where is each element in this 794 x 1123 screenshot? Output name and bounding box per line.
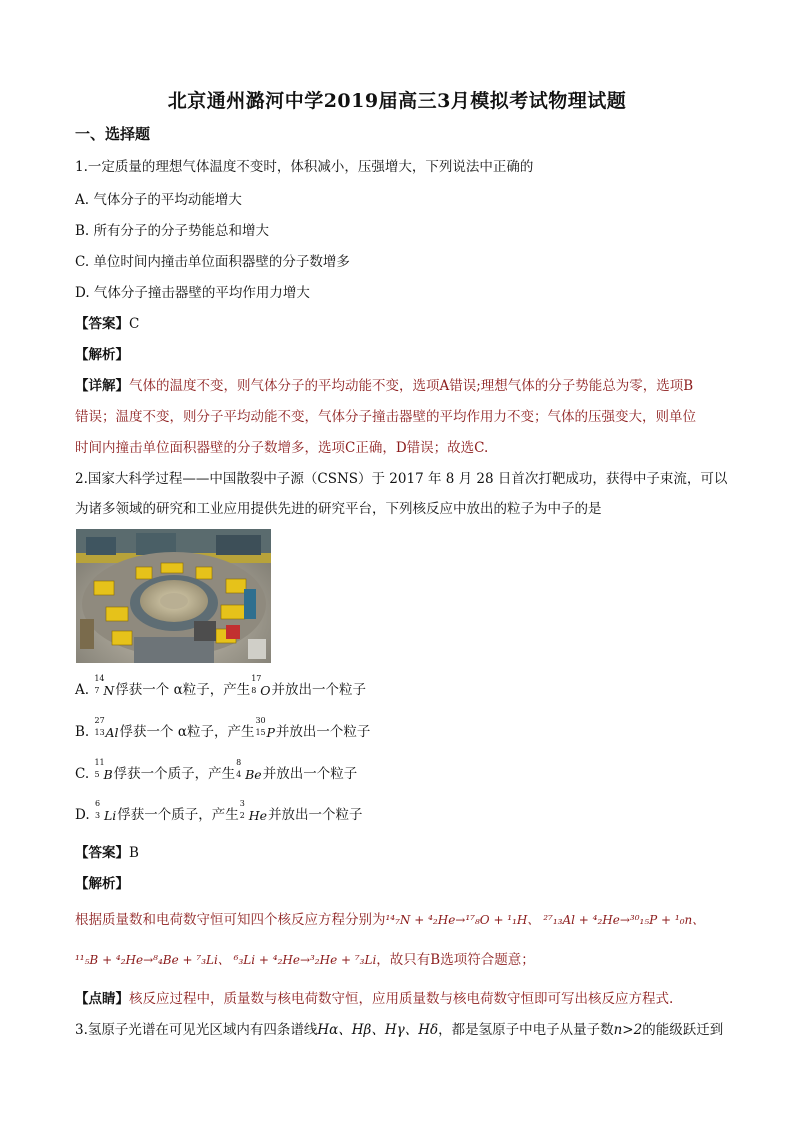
q2-option-c-end: 并放出一个粒子: [262, 766, 358, 782]
q2-answer-label: 【答案】: [75, 845, 129, 861]
q2-option-a: [75, 673, 735, 701]
section-heading: 一、选择题: [75, 125, 151, 143]
page-title: 北京通州潞河中学2019届高三3月模拟考试物理试题: [167, 90, 627, 112]
q1-option-a: A. 气体分子的平均动能增大: [75, 192, 242, 208]
q3-stem-a: 3.氢原子光谱在可见光区域内有四条谱线: [75, 1022, 318, 1038]
q2-analysis-line-1: [75, 910, 735, 930]
iso-charge: 2: [239, 810, 245, 820]
q2-option-a-letter: A.: [75, 682, 90, 698]
iso-mass: 17: [251, 673, 262, 683]
q2-option-b-mid: 俘获一个 α粒子，产生: [119, 724, 255, 740]
iso-mass: 11: [94, 757, 105, 767]
q3-stem: [75, 1020, 735, 1040]
q2-stem-line-2: 为诸多领域的研究和工业应用提供先进的研究平台，下列核反应中放出的粒子为中子的是: [75, 501, 602, 517]
iso-mass: 3: [239, 798, 245, 808]
q2-tip-text: 核反应过程中，质量数与核电荷数守恒，应用质量数与核电荷数守恒即可写出核反应方程式.: [129, 991, 674, 1007]
q1-answer-value: C: [129, 316, 140, 332]
q2-analysis-end: ，故只有B选项符合题意；: [376, 952, 535, 968]
q2-option-c-mid: 俘获一个质子，产生: [113, 766, 236, 782]
iso-charge: 7: [94, 685, 100, 695]
q2-option-d-target: [94, 798, 117, 826]
q2-option-a-product: [251, 673, 271, 701]
iso-mass: 14: [94, 673, 105, 683]
iso-mass: 8: [236, 757, 242, 767]
q2-option-b-product: [255, 715, 275, 743]
iso-charge: 15: [255, 727, 266, 737]
q2-option-c-target: [94, 757, 113, 785]
q3-spectral-lines: Hα、Hβ、Hγ、Hδ: [317, 1022, 439, 1038]
q3-stem-b: ，都是氢原子中电子从量子数: [438, 1022, 614, 1038]
q2-option-b-end: 并放出一个粒子: [275, 724, 371, 740]
q1-answer-label: 【答案】: [75, 316, 129, 332]
q2-option-a-target: [94, 673, 115, 701]
q2-analysis-line-2: [75, 950, 735, 970]
iso-charge: 3: [94, 810, 101, 820]
q2-option-b: [75, 715, 735, 743]
q2-option-a-end: 并放出一个粒子: [271, 682, 366, 698]
q2-option-d-letter: D.: [75, 807, 90, 823]
q1-detail-line-3: 时间内撞击单位面积器壁的分子数增多，选项C正确，D错误；故选C.: [75, 440, 489, 456]
iso-charge: 8: [251, 685, 257, 695]
q2-stem-line-1: 2.国家大科学过程——中国散裂中子源（CSNS）于 2017 年 8 月 28 日首次打靶成功，获得中子束流，可以: [75, 471, 728, 487]
q3-stem-c: 的能级跃迁到: [642, 1022, 724, 1038]
q1-detail-line-1: [75, 376, 735, 396]
iso-charge: 4: [236, 769, 242, 779]
q1-answer: [75, 314, 735, 334]
iso-symbol: N: [103, 682, 115, 698]
q2-option-a-mid: 俘获一个 α粒子，产生: [115, 682, 251, 698]
iso-mass: 30: [255, 715, 266, 725]
iso-symbol: Al: [105, 724, 119, 740]
q2-equation-2: ¹¹₅B + ⁴₂He→⁸₄Be + ⁷₃Li、 ⁶₃Li + ⁴₂He→³₂He + ⁷₃Li: [75, 953, 377, 967]
q1-option-d: D. 气体分子撞击器壁的平均作用力增大: [75, 285, 310, 301]
iso-mass: 6: [94, 798, 101, 808]
q2-answer: [75, 843, 735, 863]
q1-stem: 1.一定质量的理想气体温度不变时，体积减小，压强增大，下列说法中正确的: [75, 159, 534, 175]
q2-option-b-letter: B.: [75, 724, 90, 740]
q2-option-d-product: [239, 798, 268, 826]
iso-symbol: He: [248, 807, 268, 823]
q2-option-c-product: [236, 757, 262, 785]
iso-symbol: B: [103, 766, 113, 782]
q2-option-d-end: 并放出一个粒子: [268, 807, 363, 823]
iso-symbol: Li: [103, 807, 117, 823]
iso-symbol: Be: [245, 766, 262, 782]
iso-charge: 13: [94, 727, 105, 737]
q2-option-d-mid: 俘获一个质子，产生: [117, 807, 239, 823]
q1-analysis-label: 【解析】: [75, 347, 129, 363]
q2-analysis-intro: 根据质量数和电荷数守恒可知四个核反应方程分别为: [75, 912, 386, 928]
q1-detail-text-1: 气体的温度不变，则气体分子的平均动能不变，选项A错误;理想气体的分子势能总为零，选项B: [129, 378, 694, 394]
iso-symbol: O: [260, 682, 271, 698]
q2-option-d: [75, 798, 735, 826]
q1-option-c: C. 单位时间内撞击单位面积器壁的分子数增多: [75, 254, 350, 270]
q2-answer-value: B: [129, 845, 139, 861]
q2-option-c: [75, 757, 735, 785]
q2-tip-label: 【点睛】: [75, 991, 129, 1007]
q2-tip: [75, 989, 735, 1009]
csns-facility-photo: [76, 529, 271, 663]
q1-option-b: B. 所有分子的分子势能总和增大: [75, 223, 270, 239]
q2-option-b-target: [94, 715, 119, 743]
q2-analysis-label: 【解析】: [75, 876, 129, 892]
q2-option-c-letter: C.: [75, 766, 90, 782]
iso-mass: 27: [94, 715, 105, 725]
q3-n-condition: n>2: [613, 1022, 643, 1038]
iso-charge: 5: [94, 769, 100, 779]
q2-equation-1: ¹⁴₇N + ⁴₂He→¹⁷₈O + ¹₁H、 ²⁷₁₃Al + ⁴₂He→³⁰₁₅P + ¹₀n、: [385, 913, 705, 927]
q1-detail-label: 【详解】: [75, 378, 129, 394]
iso-symbol: P: [266, 724, 275, 740]
q1-detail-line-2: 错误；温度不变，则分子平均动能不变，气体分子撞击器壁的平均作用力不变；气体的压强变大，则单位: [75, 409, 696, 425]
